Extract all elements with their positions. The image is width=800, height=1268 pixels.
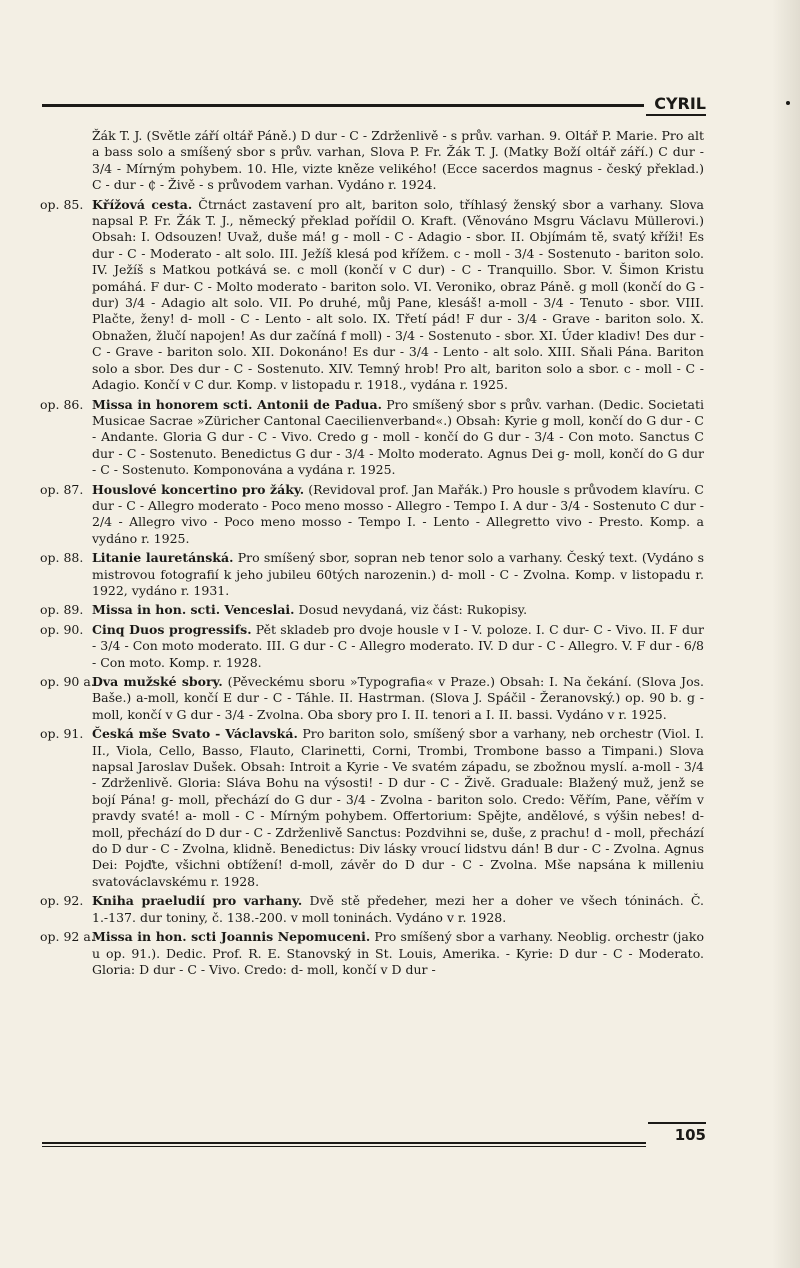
opus-number: op. 92 a. <box>40 929 95 945</box>
opus-number: op. 90. <box>40 621 84 637</box>
entry-text: Dosud nevydaná, viz část: Rukopisy. <box>298 602 528 618</box>
work-title: Missa in honorem scti. Antonii de Padua. <box>92 396 382 412</box>
entry-body <box>92 550 704 599</box>
catalog-entry <box>40 622 704 671</box>
entry-text: Pro bariton solo, smíšený sbor a varhany, neb orchestr (Viol. I. II., Viola, Cello, Basso, Flauto, Clarinetti, Corni, Trombi, Trombone basso a Timpani.) Slova napsal Jaroslav Dušek. Obsah: Introit a Kyrie - Ve svatém západu, se zbožnou myslí. a-moll - 3/4 - Zdrženlivě. Gloria: Sláva Bohu na výsosti! - D dur - C - Živě. Graduale: Blažený muž, jenž se bojí Pána! g- moll, přechází do G dur - 3/4 - Zvolna - bariton solo. Credo: Věřím, Pane, věřím v pravdy svaté! a- moll - C - Mírným pohybem. Offertorium: Spějte, andělové, s výšin nebes! d- moll, přechází do D dur - C - Zdrženlivě Sanctus: Pozdvihni se, duše, z prachu! d - moll, přechází do D dur - C - Zvolna, klidně. Benedictus: Div lásky vroucí lidstvu dán! B dur - C - Zvolna. Agnus Dei: Pojďte, všichni obtížení! d-moll, závěr do D dur - C - Zvolna. Mše napsána k milleniu svatováclavskému r. 1928. <box>92 726 704 889</box>
opus-number: op. 92. <box>40 893 84 909</box>
work-title: Česká mše Svato - Václavská. <box>92 726 298 742</box>
work-title: Litanie lauretánská. <box>92 550 234 566</box>
catalog-entry <box>40 929 704 978</box>
work-title: Kniha praeludií pro varhany. <box>92 893 303 909</box>
entry-body <box>92 602 704 618</box>
opus-number <box>40 128 92 194</box>
work-title: Dva mužské sbory. <box>92 674 223 689</box>
opus-number: op. 86. <box>40 396 84 412</box>
opus-number: op. 85. <box>40 196 84 212</box>
opus-number: op. 90 a. <box>40 674 95 689</box>
footer-rule <box>42 1142 646 1144</box>
opus-number: op. 89. <box>40 602 84 618</box>
work-title: Křížová cesta. <box>92 196 193 212</box>
opus-number: op. 91. <box>40 726 84 742</box>
page-number: 105 <box>648 1122 706 1144</box>
catalog-entry <box>40 602 704 618</box>
entry-text: Pro smíšený sbor s prův. varhan. (Dedic. Societati Musicae Sacrae »Züricher Cantonal Caecilienverband«.) Obsah: Kyrie g moll, končí do G dur - C - Andante. Gloria G dur - C - Vivo. Credo g - moll - končí do G dur - 3/4 - Con moto. Sanctus C dur - C - Sostenuto. Benedictus G dur - 3/4 - Molto moderato. Agnus Dei g- moll, končí do G dur - C - Sostenuto. Komponována a vydána r. 1925. <box>92 396 705 478</box>
entry-text: Pro smíšený sbor a varhany. Neoblig. orchestr (jako u op. 91.). Dedic. Prof. R. E. Stanovský in St. Louis, Amerika. - Kyrie: D dur - C - Moderato. Gloria: D dur - C - Vivo. Credo: d- moll, končí v D dur - <box>92 929 704 977</box>
entry-body <box>92 482 704 548</box>
entry-body <box>92 929 704 978</box>
entry-body <box>92 197 704 394</box>
entry-body <box>92 622 704 671</box>
page-footer <box>42 1122 706 1152</box>
entry-text: (Revidoval prof. Jan Mařák.) Pro housle s průvodem klavíru. C dur - C - Allegro moderato - Poco meno mosso - Allegro - Tempo I. A dur - 3/4 - Sostenuto C dur - 2/4 - Allegro vivo - Poco meno mosso - Tempo I. - Lento - Allegretto vivo - Presto. Komp. a vydáno r. 1925. <box>92 481 704 546</box>
catalog-entry <box>40 550 704 599</box>
entry-text: Žák T. J. (Světle září oltář Páně.) D dur - C - Zdrženlivě - s prův. varhan. 9. Oltář P. Marie. Pro alt a bass solo a smíšený sbor s prův. varhan, Slova P. Fr. Žák T. J. (Matky Boží oltář září.) C dur - 3/4 - Mírným pohybem. 10. Hle, vizte kněze velikého! (Ecce sacerdos magnus - český překlad.) C - dur - ₵ - Živě - s průvodem varhan. Vydáno r. 1924. <box>92 128 704 193</box>
entry-text: Dvě stě předeher, mezi her a doher ve všech tóninách. Č. 1.-137. dur toniny, č. 138.-200. v moll toninách. Vydáno v r. 1928. <box>92 893 705 925</box>
entry-body <box>92 893 704 926</box>
header-title: CYRIL <box>646 94 706 116</box>
catalog-entry <box>40 397 704 479</box>
work-title: Missa in hon. scti. Venceslai. <box>92 602 295 618</box>
opus-number: op. 87. <box>40 481 84 497</box>
catalog-entry <box>40 197 704 394</box>
catalog-entry <box>40 893 704 926</box>
catalog-list <box>40 128 704 981</box>
footer-rule-thin <box>42 1146 646 1147</box>
running-header <box>42 94 706 124</box>
margin-mark <box>786 101 790 105</box>
header-rule <box>42 104 644 107</box>
entry-body <box>92 397 704 479</box>
work-title: Missa in hon. scti Joannis Nepomuceni. <box>92 929 371 945</box>
entry-body <box>92 726 704 890</box>
work-title: Houslové koncertino pro žáky. <box>92 481 305 497</box>
entry-text: (Pěveckému sboru »Typografia« v Praze.) Obsah: I. Na čekání. (Slova Jos. Baše.) a-moll, končí E dur - C - Táhle. II. Hastrman. (Slova J. Spáčil - Žeranovský.) op. 90 b. g - moll, končí v G dur - 3/4 - Zvolna. Oba sbory pro I. II. tenori a I. II. bassi. Vydáno v r. 1925. <box>92 674 704 722</box>
opus-number: op. 88. <box>40 550 84 566</box>
catalog-entry <box>40 674 704 723</box>
entry-text: Pět skladeb pro dvoje housle v I - V. poloze. I. C dur- C - Vivo. II. F dur - 3/4 - Con moto moderato. III. G dur - C - Allegro moderato. IV. D dur - C - Allegro. V. F dur - 6/8 - Con moto. Komp. r. 1928. <box>92 621 704 670</box>
catalog-entry <box>40 726 704 890</box>
entry-body <box>92 674 704 723</box>
continued-entry <box>40 128 704 194</box>
page-edge-shadow <box>772 0 800 1268</box>
work-title: Cinq Duos progressifs. <box>92 621 252 637</box>
catalog-entry <box>40 482 704 548</box>
entry-text: Čtrnáct zastavení pro alt, bariton solo, tříhlasý ženský sbor a varhany. Slova napsal P. Fr. Žák T. J., německý překlad pořídil O. Kraft. (Věnováno Msgru Václavu Müllerovi.) Obsah: I. Odsouzen! Uvaž, duše má! g - moll - C - Adagio - sbor. II. Objímám tě, svatý kříži! Es dur - C - Moderato - alt solo. III. Ježíš klesá pod křížem. c - moll - 3/4 - Sostenuto - bariton solo. IV. Ježíš s Matkou potkává se. c moll (končí v C dur) - C - Tranquillo. Sbor. V. Šimon Kristu pomáhá. F dur- C - Molto moderato - bariton solo. VI. Veroniko, obraz Páně. g moll (končí do G - dur) 3/4 - Adagio alt solo. VII. Po druhé, můj Pane, klesáš! a-moll - 3/4 - Tenuto - sbor. VIII. Plačte, ženy! d- moll - C - Lento - alt solo. IX. Třetí pád! F dur - 3/4 - Grave - bariton solo. X. Obnažen, žlučí napojen! As dur začíná f moll) - 3/4 - Sostenuto - sbor. XI. Úder kladiv! Des dur - C - Grave - bariton solo. XII. Dokonáno! Es dur - 3/4 - Lento - alt solo. XIII. Sňali Pána. Bariton solo a sbor. Des dur - C - Sostenuto. XIV. Temný hrob! Pro alt, bariton solo a sbor. c - moll - C - Adagio. Končí v C dur. Komp. v listopadu r. 1918., vydána r. 1925. <box>92 196 704 393</box>
entry-text: Pro smíšený sbor, sopran neb tenor solo a varhany. Český text. (Vydáno s mistrovou fotografií k jeho jubileu 60tých narozenin.) d- moll - C - Zvolna. Komp. v listopadu r. 1922, vydáno r. 1931. <box>92 550 704 598</box>
